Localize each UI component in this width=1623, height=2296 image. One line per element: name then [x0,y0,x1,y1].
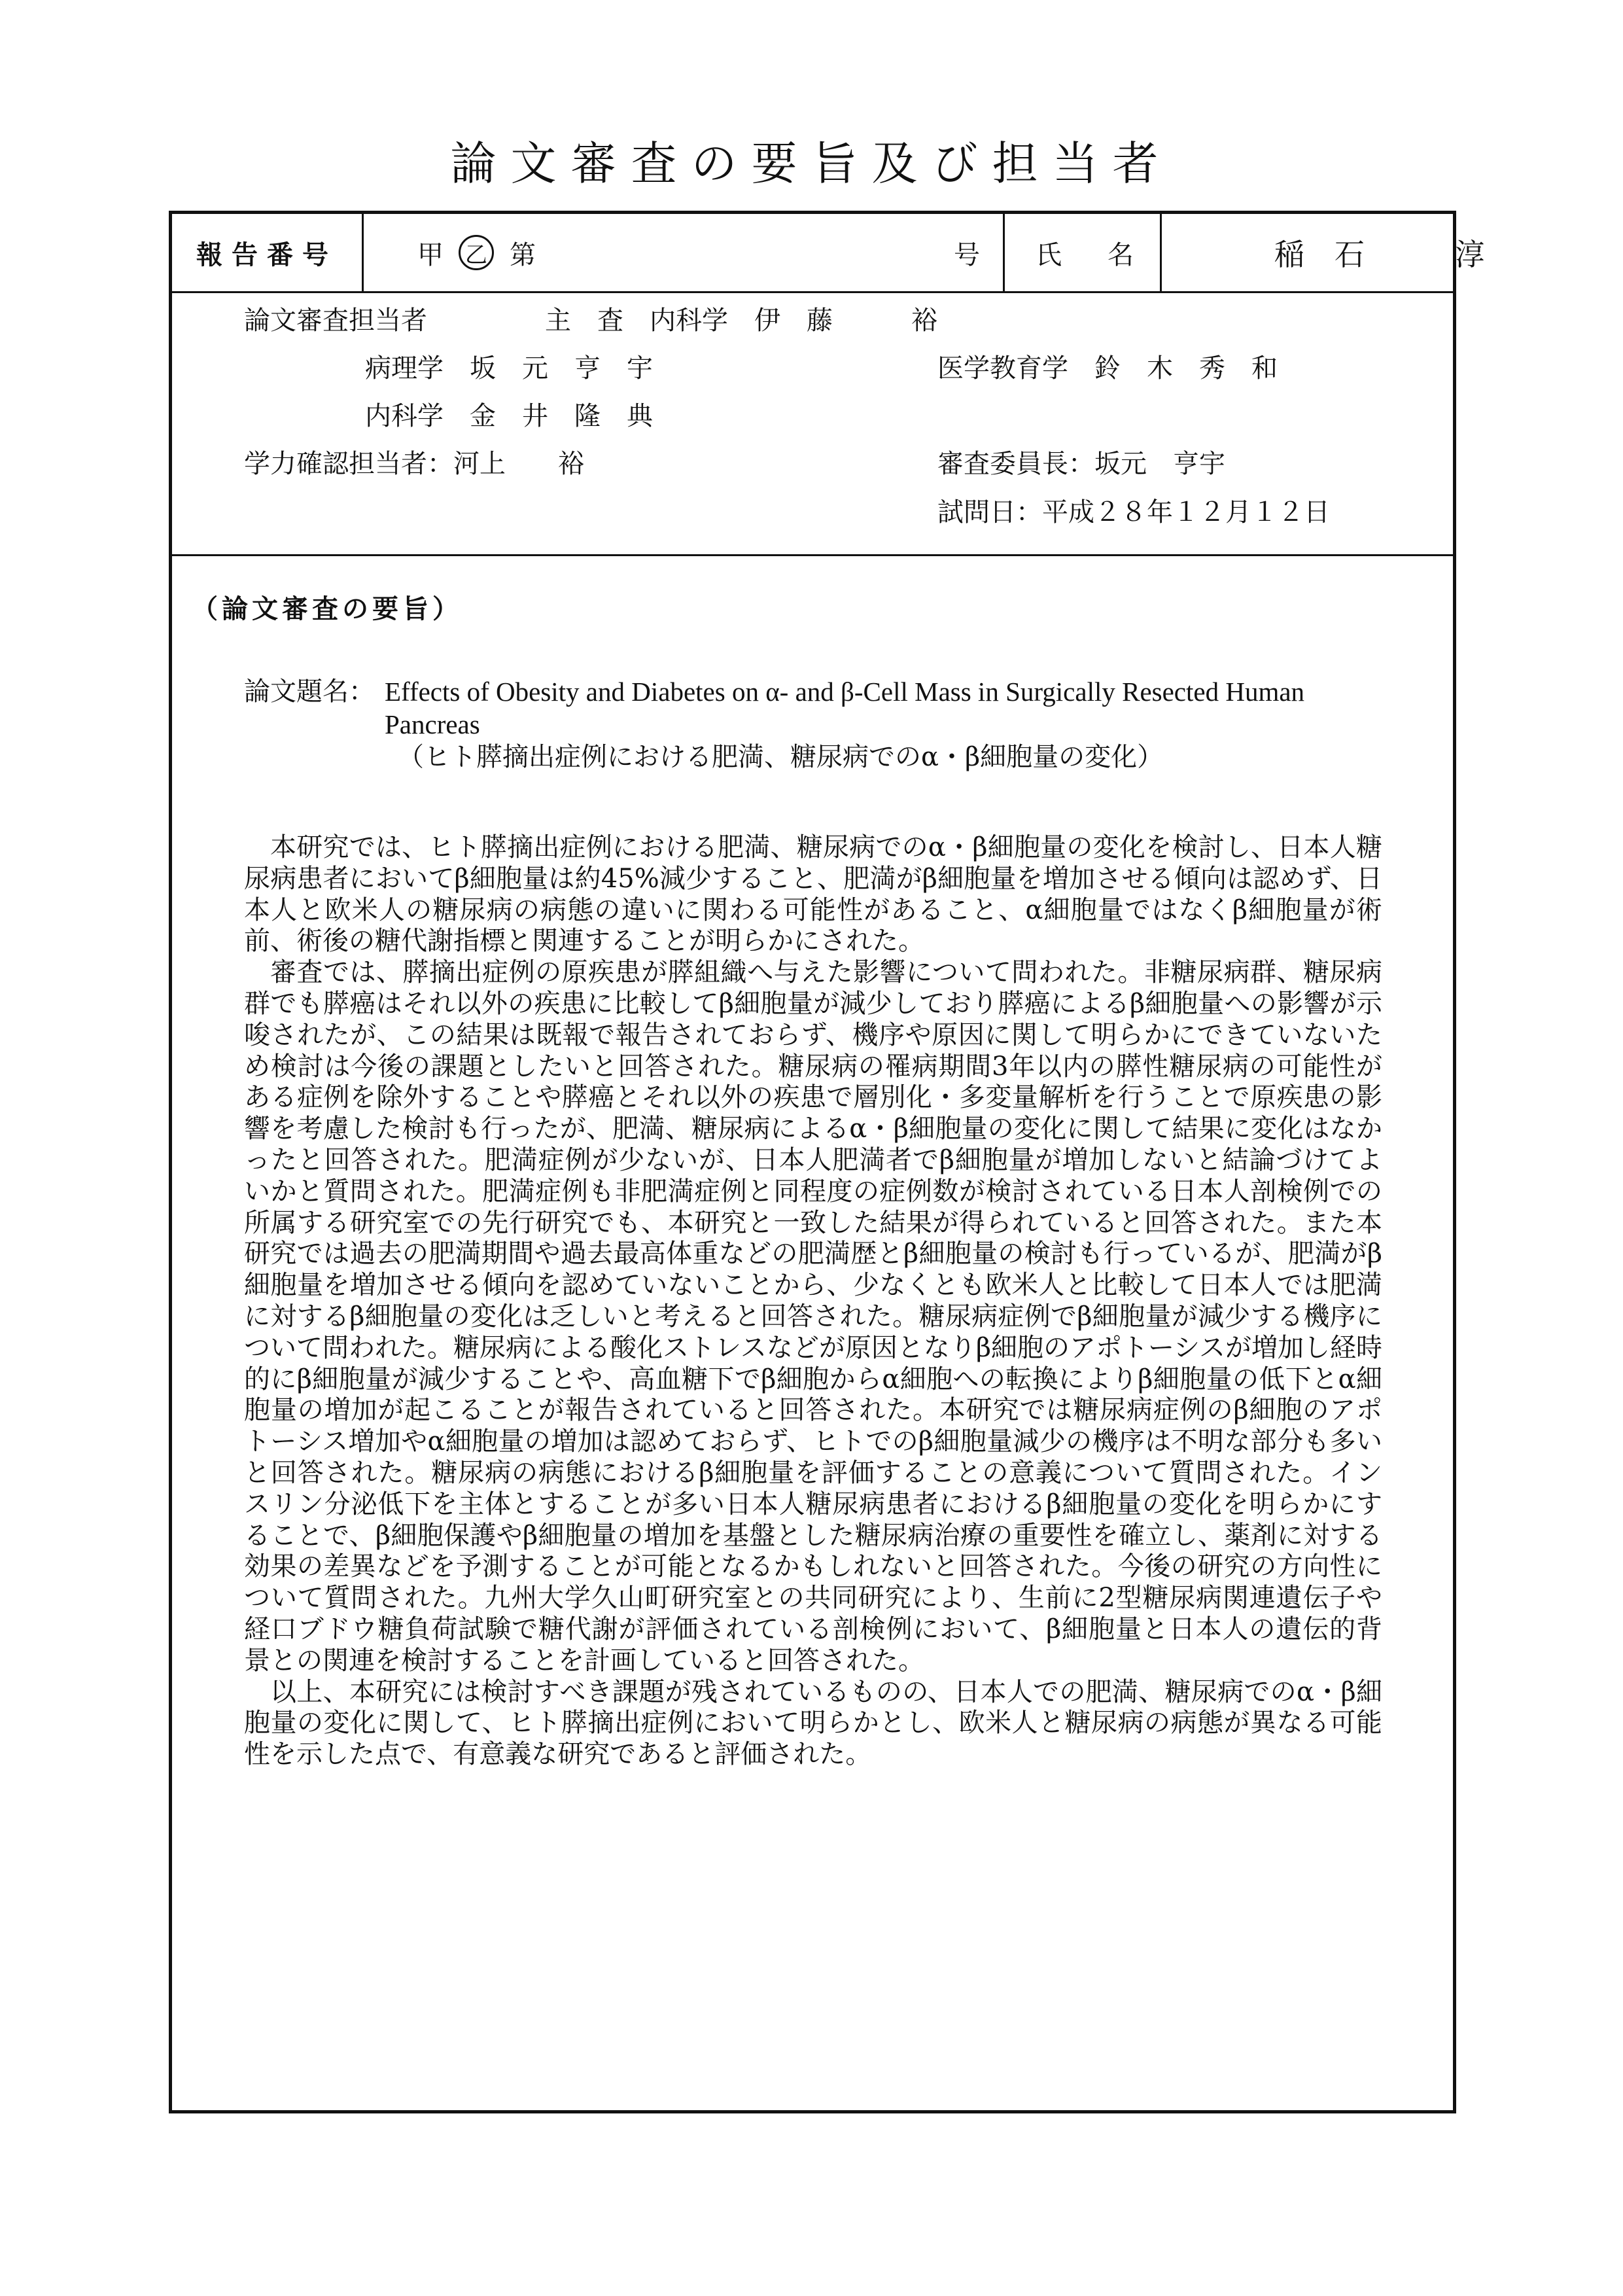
examiner-internal-medicine: 内科学 金 井 隆 典 [365,401,653,431]
name-label-2: 名 [1108,239,1134,270]
review-summary-body [244,832,1382,1771]
name-label-1: 氏 [1036,239,1062,270]
examiner-medical-education: 医学教育学 鈴 木 秀 和 [937,353,1278,383]
dai-label: 第 [510,239,536,270]
title-japanese: （ヒト膵摘出症例における肥満、糖尿病でのα・β細胞量の変化） [398,742,1164,772]
page-title: 論文審査の要旨及び担当者 [450,137,1173,190]
ability-confirm: 学力確認担当者：河上 裕 [244,449,584,479]
summary-paragraph: 本研究では、ヒト膵摘出症例における肥満、糖尿病でのα・β細胞量の変化を検討し、日本人糖尿病患者においてβ細胞量は約45%減少すること、肥満がβ細胞量を増加させる傾向は認めず、日本人と欧米人の糖尿病の病態の違いに関わる可能性があること、α細胞量ではなくβ細胞量が術前、術後の糖代謝指標と関連することが明らかにされた。 [244,832,1382,957]
summary-paragraph: 審査では、膵摘出症例の原疾患が膵組織へ与えた影響について問われた。非糖尿病群、糖尿病群でも膵癌はそれ以外の疾患に比較してβ細胞量が減少しており膵癌によるβ細胞量への影響が示唆されたが、この結果は既報で報告されておらず、機序や原因に関して明らかにできていないため検討は今後の課題としたいと回答された。糖尿病の罹病期間3年以内の膵性糖尿病の可能性がある症例を除外することや膵癌とそれ以外の疾患で層別化・多変量解析を行うことで原疾患の影響を考慮した検討も行ったが、肥満、糖尿病によるα・β細胞量の変化に関して結果に変化はなかったと回答された。肥満症例が少ないが、日本人肥満者でβ細胞量が増加しないと結論づけてよいかと質問された。肥満症例も非肥満症例と同程度の症例数が検討されている日本人剖検例での所属する研究室での先行研究でも、本研究と一致した結果が得られていると回答された。また本研究では過去の肥満期間や過去最高体重などの肥満歴とβ細胞量の検討も行っているが、肥満がβ細胞量を増加させる傾向を認めていないことから、少なくとも欧米人と比較して日本人では肥満に対するβ細胞量の変化は乏しいと考えると回答された。糖尿病症例でβ細胞量が減少する機序について問われた。糖尿病による酸化ストレスなどが原因となりβ細胞のアポトーシスが増加し経時的にβ細胞量が減少することや、高血糖下でβ細胞からα細胞への転換によりβ細胞量の低下とα細胞量の増加が起こることが報告されていると回答された。本研究では糖尿病症例のβ細胞のアポトーシス増加やα細胞量の増加は認めておらず、ヒトでのβ細胞量減少の機序は不明な部分も多いと回答された。糖尿病の病態におけるβ細胞量を評価することの意義について質問された。インスリン分泌低下を主体とすることが多い日本人糖尿病患者におけるβ細胞量の変化を明らかにすることで、β細胞保護やβ細胞量の増加を基盤とした糖尿病治療の重要性を確立し、薬剤に対する効果の差異などを予測することが可能となるかもしれないと回答された。今後の研究の方向性について質問された。九州大学久山町研究室との共同研究により、生前に2型糖尿病関連遺伝子や経口ブドウ糖負荷試験で糖代謝が評価されている剖検例において、β細胞量と日本人の遺伝的背景との関連を検討することを計画していると回答された。 [244,957,1382,1676]
examiners-label: 論文審査担当者 [244,306,427,336]
summary-paragraph: 以上、本研究には検討すべき課題が残されているものの、日本人での肥満、糖尿病でのα・β細胞量の変化に関して、ヒト膵摘出症例において明らかとし、欧米人と糖尿病の病態が異なる可能性を示した点で、有意義な研究であると評価された。 [244,1676,1382,1770]
chief-examiner: 主 査 内科学 伊 藤 裕 [545,306,937,336]
kou-label: 甲 [417,239,444,270]
examiners-section [172,291,1453,556]
gou-label: 号 [954,239,980,270]
summary-section-label: （論文審査の要旨） [192,593,462,624]
report-number-label: 報告番号 [196,239,338,270]
title-label: 論文題名： [244,677,375,707]
title-english: Effects of Obesity and Diabetes on α- and β-Cell Mass in Surgically Resected Human Pancreas [385,677,1305,739]
review-form [169,211,1485,2113]
header-row [172,214,1485,293]
candidate-name: 稲 石 淳 [1274,237,1485,272]
otsu-circled: 乙 [459,235,494,270]
committee-chair: 審査委員長：坂元 亨宇 [937,449,1225,479]
exam-date: 試問日：平成２８年１２月１２日 [937,497,1330,527]
examiner-pathology: 病理学 坂 元 亨 宇 [365,353,653,383]
